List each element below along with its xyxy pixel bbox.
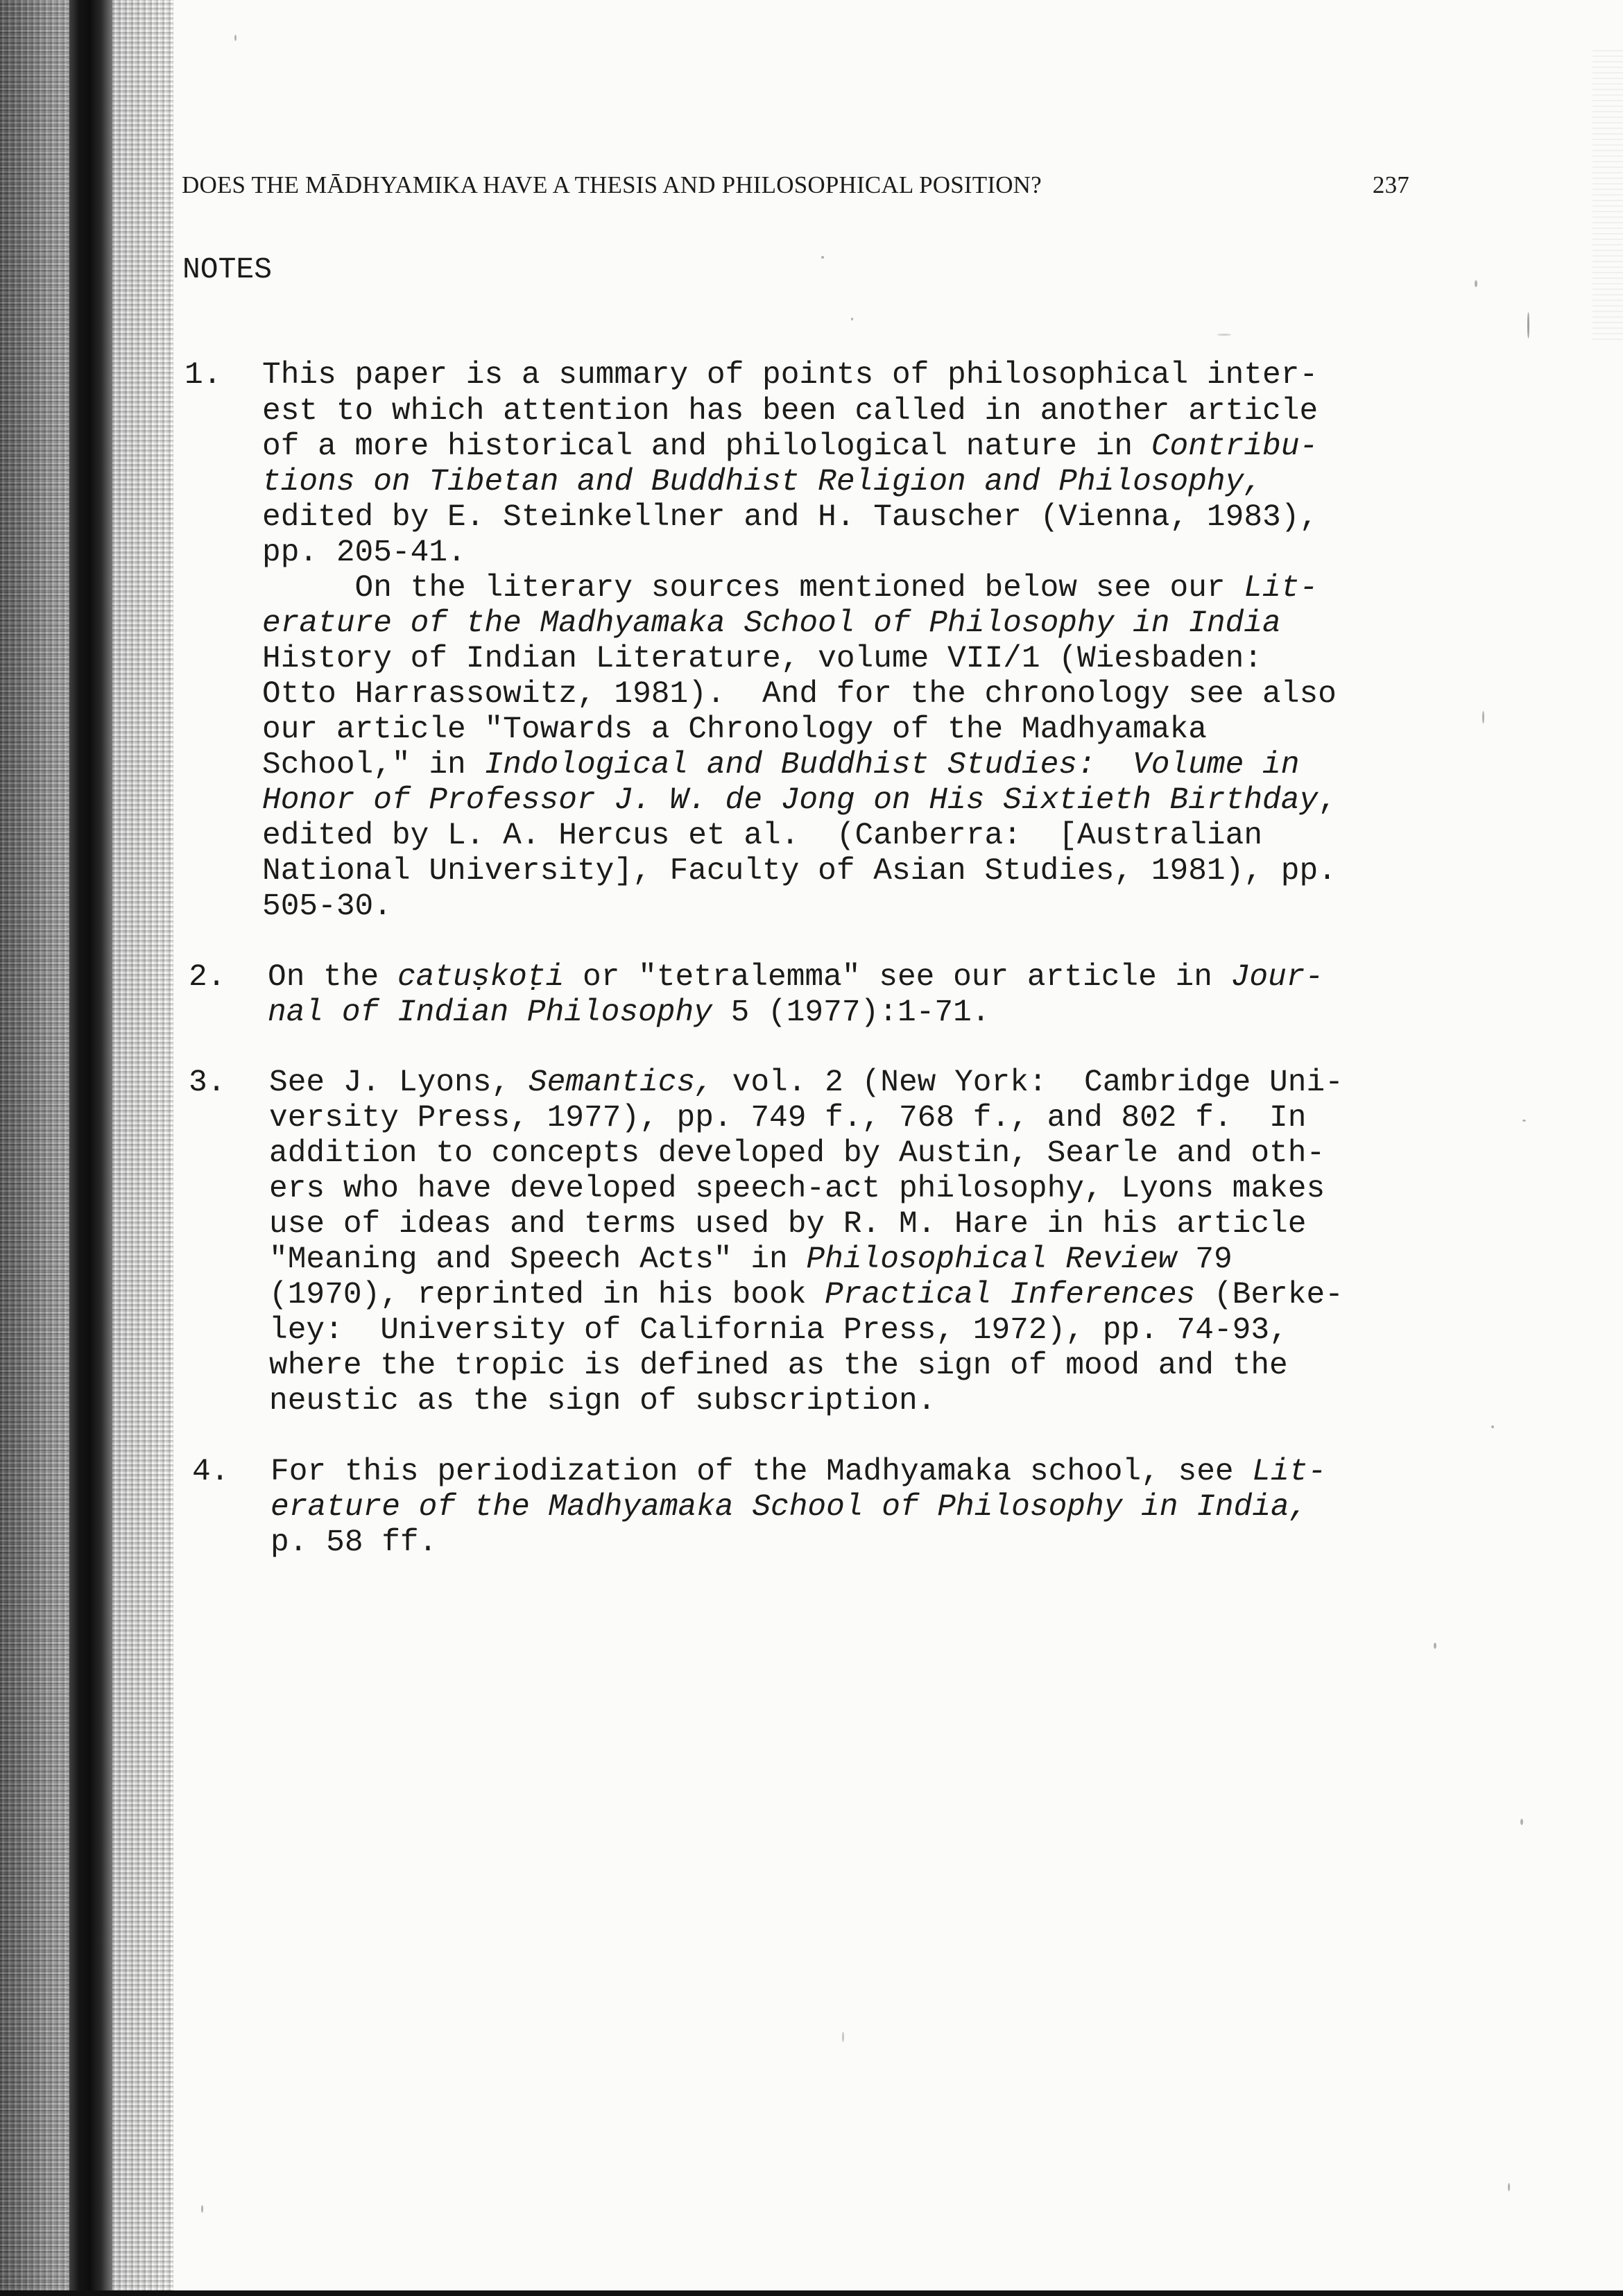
- note-line: [268, 995, 990, 1031]
- text-segment: On the: [268, 960, 397, 995]
- note-line: [268, 960, 1323, 995]
- text-segment: 505-30.: [262, 889, 392, 924]
- scan-speck: [1520, 1819, 1523, 1825]
- italic-text-segment: Indological and Buddhist Studies: Volume in: [484, 748, 1300, 782]
- text-segment: National University], Faculty of Asian Studies, 1981), pp.: [262, 854, 1337, 889]
- text-segment: use of ideas and terms used by R. M. Hare in his article: [269, 1207, 1307, 1242]
- italic-text-segment: Philosophical Review: [806, 1242, 1177, 1277]
- text-segment: versity Press, 1977), pp. 749 f., 768 f., and 802 f. In: [269, 1101, 1307, 1136]
- note-line: [262, 500, 1318, 536]
- notes-title: NOTES: [182, 252, 273, 286]
- text-segment: or "tetralemma" see our article in: [564, 960, 1231, 995]
- note-number: 2.: [189, 960, 226, 995]
- note-line: [262, 854, 1337, 889]
- scan-speck: [1527, 312, 1529, 339]
- note-line: [269, 1136, 1325, 1172]
- text-segment: School," in: [262, 748, 485, 782]
- scan-speck: [1522, 1120, 1526, 1122]
- text-segment: "Meaning and Speech Acts" in: [269, 1242, 807, 1277]
- text-segment: ers who have developed speech-act philosophy, Lyons makes: [269, 1172, 1325, 1206]
- italic-text-segment: Lit-: [1252, 1455, 1327, 1489]
- text-segment: where the tropic is defined as the sign of mood and the: [269, 1348, 1288, 1383]
- text-segment: ley: University of California Press, 1972), pp. 74-93,: [269, 1313, 1288, 1348]
- text-segment: edited by E. Steinkellner and H. Tauscher (Vienna, 1983),: [262, 500, 1319, 535]
- note-line: [262, 712, 1207, 748]
- note-line: [269, 1242, 1233, 1278]
- scan-speck: [234, 35, 237, 41]
- scan-speck: [842, 2032, 844, 2042]
- text-segment: On the literary sources mentioned below see our: [262, 571, 1244, 606]
- note-line: [269, 1278, 1343, 1313]
- scan-speck: [1491, 1425, 1494, 1428]
- italic-text-segment: Semantics,: [528, 1065, 714, 1100]
- note-line: [262, 889, 392, 925]
- note-number: 3.: [189, 1065, 226, 1100]
- text-segment: addition to concepts developed by Austin, Searle and oth-: [269, 1136, 1325, 1171]
- note-line: [262, 536, 466, 571]
- note-line: [269, 1065, 1343, 1101]
- text-segment: neustic as the sign of subscription.: [269, 1384, 936, 1419]
- italic-text-segment: Contribu-: [1151, 429, 1319, 464]
- scan-bottom-edge: [0, 2290, 1623, 2296]
- note-line: [270, 1455, 1326, 1490]
- note-line: [262, 642, 1262, 677]
- italic-text-segment: tions on Tibetan and Buddhist Religion and Philosophy,: [262, 465, 1263, 499]
- note-number: 4.: [192, 1455, 230, 1489]
- note-line: [262, 606, 1281, 642]
- note-number: 1.: [184, 358, 222, 393]
- scan-speck: [201, 2205, 203, 2213]
- text-segment: Otto Harrassowitz, 1981). And for the chronology see also: [262, 677, 1337, 712]
- text-segment: History of Indian Literature, volume VII/1 (Wiesbaden:: [262, 642, 1263, 676]
- note-line: [269, 1384, 936, 1419]
- scan-speck: [821, 256, 824, 259]
- italic-text-segment: nal of Indian Philosophy: [268, 995, 712, 1030]
- note-line: [262, 677, 1337, 712]
- note-line: [262, 394, 1318, 429]
- italic-text-segment: Honor of Professor J. W. de Jong on His Sixtieth Birthday: [262, 783, 1319, 818]
- text-segment: 79: [1176, 1242, 1233, 1277]
- note-line: [262, 783, 1337, 819]
- note-line: [262, 358, 1318, 393]
- text-segment: edited by L. A. Hercus et al. (Canberra: [Australian: [262, 819, 1263, 853]
- note-line: [269, 1313, 1288, 1348]
- italic-text-segment: erature of the Madhyamaka School of Philosophy in India: [262, 606, 1281, 641]
- note-line: [269, 1207, 1306, 1242]
- text-segment: (Berke-: [1195, 1278, 1343, 1312]
- text-segment: 5 (1977):1-71.: [712, 995, 990, 1030]
- text-segment: our article "Towards a Chronology of the Madhyamaka: [262, 712, 1207, 747]
- note-line: [270, 1525, 437, 1561]
- text-segment: est to which attention has been called in another article: [262, 394, 1319, 429]
- scan-speck: [1482, 711, 1484, 723]
- text-segment: (1970), reprinted in his book: [269, 1278, 825, 1312]
- scan-speck: [1217, 334, 1231, 336]
- note-line: [269, 1101, 1306, 1136]
- scan-speck: [851, 318, 853, 320]
- scan-speck: [1434, 1643, 1436, 1649]
- text-segment: p. 58 ff.: [270, 1525, 438, 1560]
- text-segment: This paper is a summary of points of philosophical inter-: [262, 358, 1319, 393]
- note-line: [262, 429, 1318, 465]
- text-segment: See J. Lyons,: [269, 1065, 529, 1100]
- note-line: [262, 819, 1262, 854]
- text-segment: pp. 205-41.: [262, 536, 466, 570]
- note-line: [262, 465, 1262, 500]
- note-line: [262, 748, 1299, 783]
- note-line: [270, 1490, 1307, 1525]
- text-segment: ,: [1318, 783, 1337, 818]
- italic-text-segment: Lit-: [1244, 571, 1319, 606]
- running-title: DOES THE MĀDHYAMIKA HAVE A THESIS AND PHILOSOPHICAL POSITION?: [182, 171, 1042, 198]
- italic-text-segment: erature of the Madhyamaka School of Philosophy in India,: [270, 1490, 1308, 1525]
- text-segment: vol. 2 (New York: Cambridge Uni-: [713, 1065, 1343, 1100]
- text-segment: For this periodization of the Madhyamaka school, see: [270, 1455, 1253, 1489]
- italic-text-segment: Practical Inferences: [825, 1278, 1196, 1312]
- note-line: [269, 1172, 1325, 1207]
- note-line: [262, 571, 1318, 606]
- italic-text-segment: catuṣkoṭi: [397, 960, 565, 995]
- page-number: 237: [1372, 171, 1409, 198]
- note-line: [269, 1348, 1288, 1384]
- italic-text-segment: Jour-: [1230, 960, 1324, 995]
- scan-speck: [1475, 280, 1477, 287]
- text-segment: of a more historical and philological nature in: [262, 429, 1151, 464]
- scan-speck: [1508, 2183, 1510, 2191]
